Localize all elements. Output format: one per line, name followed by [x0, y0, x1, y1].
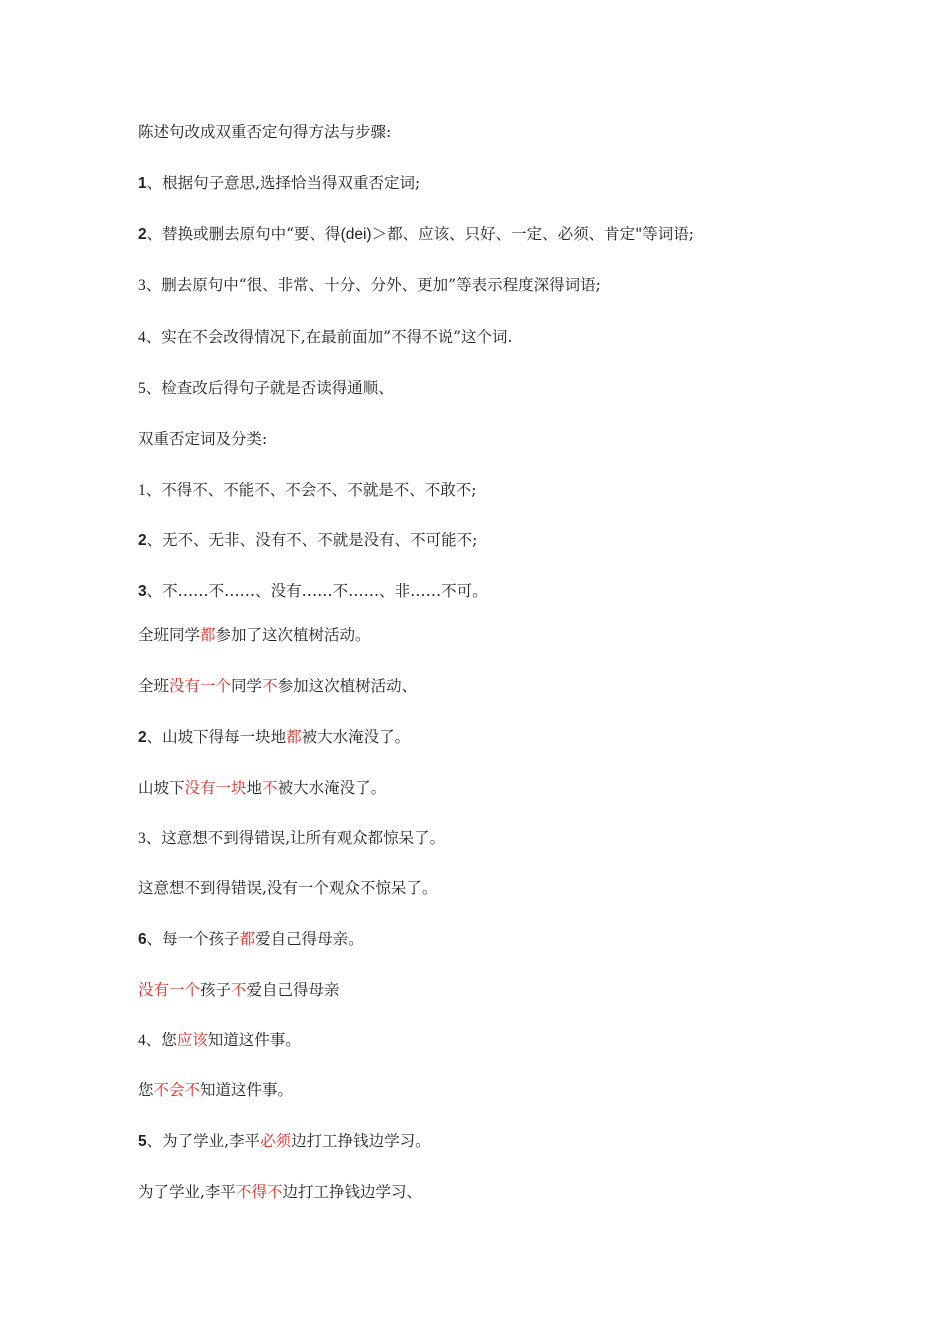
category-text: 、不得不、不能不、不会不、不就是不、不敢不;: [145, 481, 477, 499]
step-text: 、根据句子意思,选择恰当得双重否定词;: [146, 174, 421, 192]
example-text: 参加了这次植树活动。: [215, 626, 371, 644]
example-6-original: [138, 928, 858, 951]
highlight-word: 应该: [176, 1031, 208, 1049]
example-text: 全班同学: [138, 626, 201, 644]
highlight-word: 不: [262, 779, 278, 797]
example-number: 6: [138, 931, 147, 948]
highlight-word: 都: [200, 626, 216, 644]
category-number: 1: [138, 482, 146, 499]
example-text: 、山坡下得每一块地: [146, 728, 287, 746]
example-text: 同学: [231, 677, 263, 695]
example-text: 、您: [145, 1031, 177, 1049]
example-text: 孩子: [200, 981, 232, 999]
words-heading: [138, 428, 858, 450]
step-number: 4: [138, 329, 146, 346]
example-text: 、为了学业,李平: [146, 1132, 261, 1150]
example-1-original: [138, 624, 858, 646]
section-title: [138, 121, 858, 143]
example-text: 参加这次植树活动、: [277, 677, 418, 695]
highlight-word: 不得不: [235, 1183, 283, 1201]
step-text-latin: (dei): [340, 226, 372, 243]
highlight-word: 没有一个: [138, 981, 201, 999]
example-2-rewritten: [138, 777, 858, 799]
highlight-word: 不: [262, 677, 278, 695]
step-4: [138, 326, 858, 349]
step-text: 、实在不会改得情况下,在最前面加”不得不说”这个词.: [145, 328, 513, 346]
highlight-word: 没有一块: [184, 779, 247, 797]
example-text: 边打工挣钱边学习。: [291, 1132, 431, 1150]
example-4-rewritten: [138, 1079, 858, 1101]
example-text: 您: [138, 1081, 154, 1099]
example-5-original: [138, 1130, 858, 1153]
category-text: 、不……不……、没有……不……、非……不可。: [146, 582, 488, 600]
highlight-word: 不会不: [153, 1081, 201, 1099]
category-2: [138, 529, 858, 552]
highlight-word: 都: [239, 930, 256, 948]
example-text: 山坡下: [138, 779, 185, 797]
step-text: ＞都、应该、只好、一定、必须、肯定"等词语;: [371, 225, 694, 243]
example-number: 4: [138, 1032, 146, 1049]
step-number: 3: [138, 277, 146, 294]
category-text: 、无不、无非、没有不、不就是没有、不可能不;: [146, 531, 478, 549]
words-heading-text: 双重否定词及分类:: [138, 430, 268, 448]
example-number: 3: [138, 830, 146, 847]
example-text: 全班: [138, 677, 170, 695]
step-number: 5: [138, 380, 146, 397]
example-number: 2: [138, 729, 147, 746]
example-text: 知道这件事。: [207, 1031, 301, 1049]
example-text: 被大水淹没了。: [277, 779, 387, 797]
highlight-word: 都: [286, 728, 302, 746]
example-text: 爱自己得母亲。: [255, 930, 364, 948]
step-number: 1: [138, 175, 147, 192]
highlight-word: 没有一个: [169, 677, 232, 695]
example-2-original: [138, 726, 858, 749]
example-text: 这意想不到得错误,没有一个观众不惊呆了。: [138, 879, 438, 897]
step-text: 、替换或删去原句中“要、得: [146, 225, 341, 243]
example-text: 地: [246, 779, 263, 797]
category-3: [138, 580, 858, 603]
step-text: 、删去原句中“很、非常、十分、分外、更加”等表示程度深得词语;: [145, 276, 601, 294]
example-text: 、每一个孩子: [146, 930, 240, 948]
section-title-text: 陈述句改成双重否定句得方法与步骤:: [138, 123, 392, 141]
example-text: 边打工挣钱边学习、: [282, 1183, 422, 1201]
step-2: [138, 223, 858, 246]
step-text: 、检查改后得句子就是否读得通顺、: [145, 379, 394, 397]
category-1: [138, 479, 858, 502]
step-5: [138, 377, 858, 400]
category-number: 3: [138, 583, 147, 600]
example-text: 为了学业,李平: [138, 1183, 236, 1201]
step-3: [138, 274, 858, 297]
example-number: 5: [138, 1133, 147, 1150]
example-1-rewritten: [138, 675, 858, 697]
example-5-rewritten: [138, 1181, 858, 1203]
example-3-rewritten: [138, 877, 858, 899]
step-1: [138, 172, 858, 195]
category-number: 2: [138, 532, 147, 549]
example-text: 爱自己得母亲: [246, 981, 340, 999]
example-3-original: [138, 827, 858, 850]
highlight-word: 不: [231, 981, 247, 999]
example-6-rewritten: [138, 979, 858, 1001]
example-text: 、这意想不到得错误,让所有观众都惊呆了。: [145, 829, 446, 847]
example-text: 知道这件事。: [200, 1081, 294, 1099]
example-4-original: [138, 1029, 858, 1052]
example-text: 被大水淹没了。: [301, 728, 411, 746]
step-number: 2: [138, 226, 147, 243]
highlight-word: 必须: [260, 1132, 292, 1150]
